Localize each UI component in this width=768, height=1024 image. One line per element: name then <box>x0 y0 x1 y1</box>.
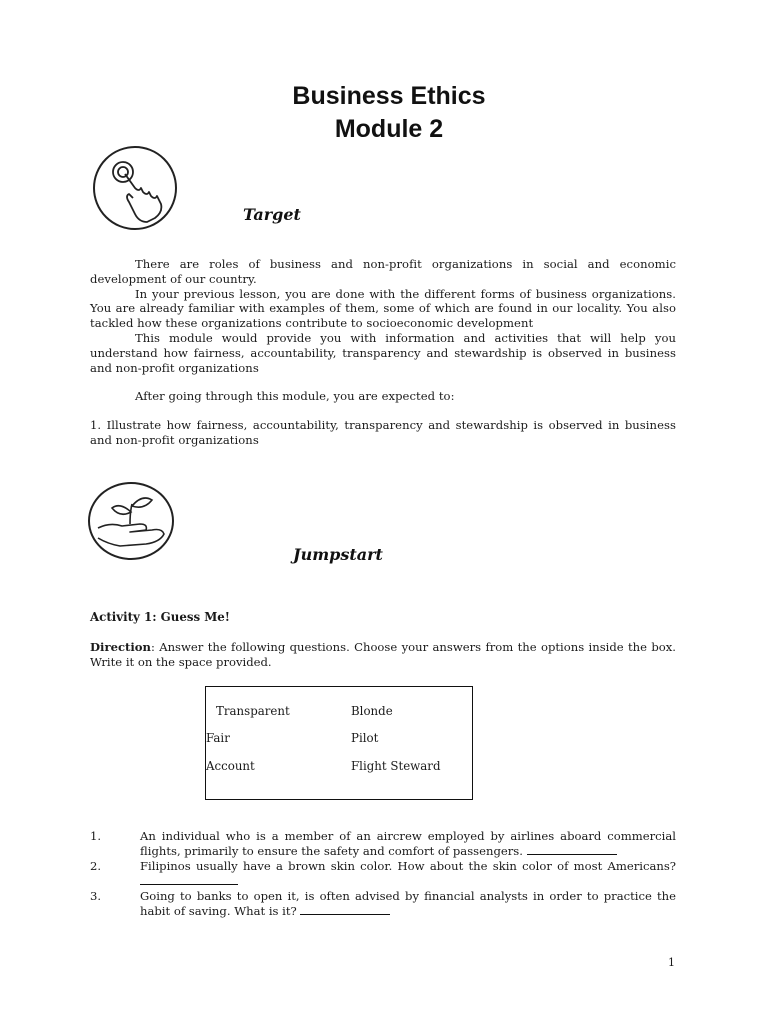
options-box <box>205 686 473 800</box>
target-heading: Target <box>243 205 301 224</box>
target-paragraph-3: This module would provide you with information and activities that will help you understand how fairness, accountability, transparency and stewardship is observed in business and non-profit organizations <box>90 330 676 375</box>
option-flight-steward: Flight Steward <box>351 759 441 773</box>
question-item <box>90 889 676 919</box>
option-fair: Fair <box>206 731 230 745</box>
page-title <box>0 80 768 146</box>
target-body <box>90 257 676 448</box>
title-line-2: Module 2 <box>334 115 444 143</box>
question-number: 2. <box>90 859 102 873</box>
question-number: 1. <box>90 829 102 843</box>
option-pilot: Pilot <box>351 731 379 745</box>
question-text: An individual who is a member of an aircrew employed by airlines aboard commercial flights, primarily to ensure the safety and comfort of passengers. <box>140 829 676 858</box>
question-item <box>90 829 676 859</box>
title-line-1: Business Ethics <box>292 82 486 110</box>
question-text: Going to banks to open it, is often advised by financial analysts in order to practice the habit of saving. What is it? <box>140 889 676 918</box>
answer-blank[interactable] <box>527 844 617 855</box>
direction-body: : Answer the following questions. Choose your answers from the options inside the box. Write it on the space provided. <box>90 640 676 669</box>
direction-label: Direction <box>90 640 151 654</box>
option-blonde: Blonde <box>351 704 393 718</box>
target-paragraph-1: There are roles of business and non-profit organizations in social and economic development of our country. <box>90 257 676 286</box>
hand-plant-icon <box>88 482 174 560</box>
hand-pointing-icon <box>93 146 177 230</box>
jumpstart-heading: Jumpstart <box>293 545 383 564</box>
question-text: Filipinos usually have a brown skin color. How about the skin color of most Americans? <box>140 859 676 873</box>
question-number: 3. <box>90 889 102 903</box>
option-account: Account <box>206 759 255 773</box>
answer-blank[interactable] <box>140 874 238 885</box>
page-number: 1 <box>668 956 675 969</box>
question-item <box>90 859 676 889</box>
direction-text <box>90 640 676 670</box>
objective-item: 1. Illustrate how fairness, accountability, transparency and stewardship is observed in business and non-profit organizations <box>90 418 676 447</box>
question-list <box>90 829 676 919</box>
activity-title: Activity 1: Guess Me! <box>90 610 230 624</box>
answer-blank[interactable] <box>300 904 390 915</box>
expectation-intro: After going through this module, you are expected to: <box>135 389 455 404</box>
target-paragraph-2: In your previous lesson, you are done with the different forms of business organizations. You are already familiar with examples of them, some of which are found in our locality. You also tackled how these organizations contribute to socioeconomic development <box>90 286 676 331</box>
option-transparent: Transparent <box>216 704 290 718</box>
